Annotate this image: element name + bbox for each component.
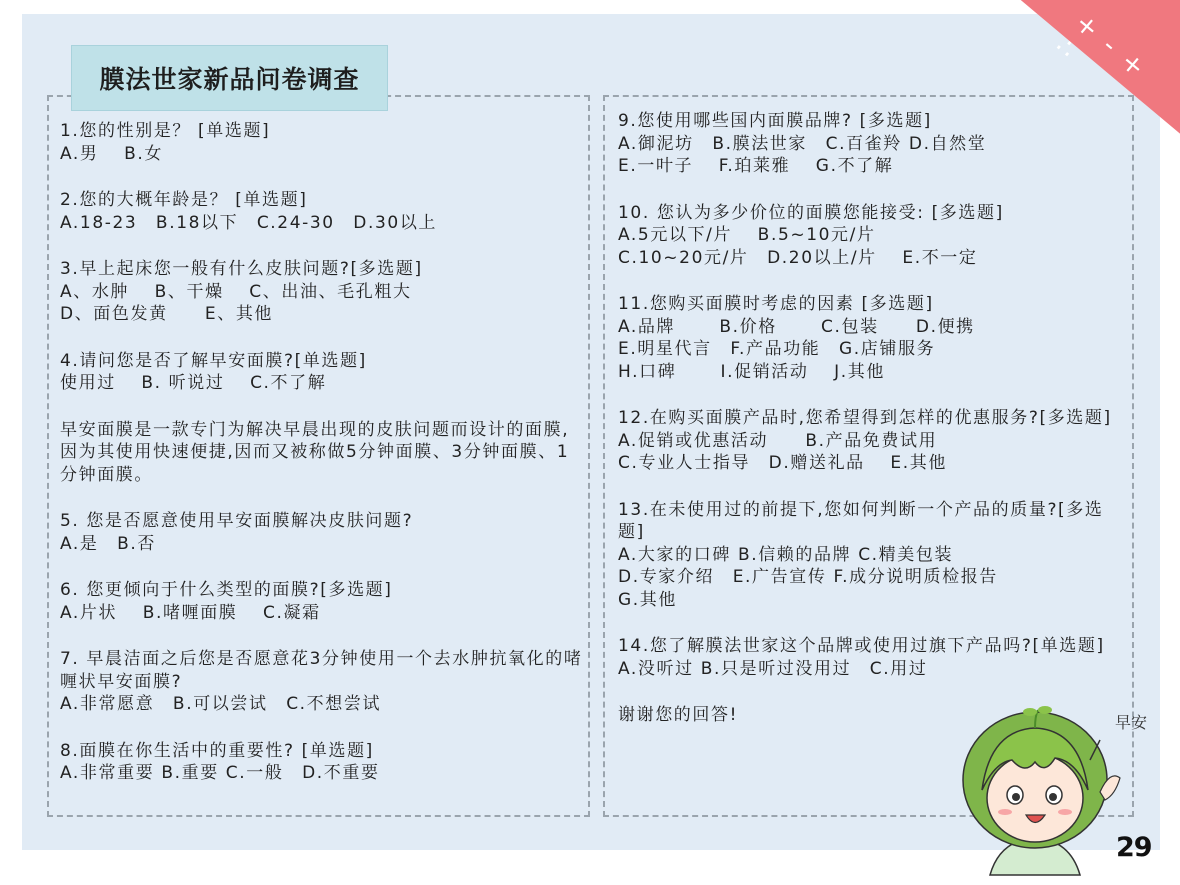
q7-text: 7. 早晨洁面之后您是否愿意花3分钟使用一个去水肿抗氧化的啫喱状早安面膜? bbox=[60, 649, 583, 692]
q13-options-2: D.专家介绍 E.广告宣传 F.成分说明质检报告 bbox=[618, 567, 998, 587]
q5-text: 5. 您是否愿意使用早安面膜解决皮肤问题? bbox=[60, 511, 414, 531]
q9-text: 9.您使用哪些国内面膜品牌? [多选题] bbox=[618, 111, 932, 131]
q4-text: 4.请问您是否了解早安面膜?[单选题] bbox=[60, 350, 367, 371]
title-box bbox=[72, 46, 387, 110]
q12-options-2: C.专业人士指导 D.赠送礼品 E.其他 bbox=[618, 453, 947, 473]
page-title: 膜法世家新品问卷调查 bbox=[99, 65, 360, 94]
q13-options-1: A.大家的口碑 B.信赖的品牌 C.精美包装 bbox=[618, 544, 954, 565]
q3-options-2: D、面色发黄 E、其他 bbox=[60, 304, 274, 324]
q9-options-1: A.御泥坊 B.膜法世家 C.百雀羚 D.自然堂 bbox=[618, 133, 987, 154]
q14-options: A.没听过 B.只是听过没用过 C.用过 bbox=[618, 658, 928, 679]
page-number: 29 bbox=[1116, 832, 1152, 863]
q10-options-2: C.10~20元/片 D.20以上/片 E.不一定 bbox=[618, 247, 978, 268]
q14-text: 14.您了解膜法世家这个品牌或使用过旗下产品吗?[单选题] bbox=[618, 636, 1105, 656]
cartoon-girl-illustration bbox=[950, 700, 1155, 880]
q10-options-1: A.5元以下/片 B.5~10元/片 bbox=[618, 225, 876, 245]
product-intro: 早安面膜是一款专门为解决早晨出现的皮肤问题而设计的面膜,因为其使用快速便捷,因而又被称做5分钟面膜、3分钟面膜、1分钟面膜。 bbox=[60, 419, 570, 485]
q8-text: 8.面膜在你生活中的重要性? [单选题] bbox=[60, 740, 374, 761]
q8-options: A.非常重要 B.重要 C.一般 D.不重要 bbox=[60, 763, 380, 783]
q3-text: 3.早上起床您一般有什么皮肤问题?[多选题] bbox=[60, 259, 423, 279]
q13-options-3: G.其他 bbox=[618, 589, 677, 610]
q11-text: 11.您购买面膜时考虑的因素 [多选题] bbox=[618, 294, 934, 314]
q6-options: A.片状 B.啫喱面膜 C.凝霜 bbox=[60, 602, 321, 623]
q12-text: 12.在购买面膜产品时,您希望得到怎样的优惠服务?[多选题] bbox=[618, 408, 1112, 428]
ribbon-decoration: + - + ∴ bbox=[1049, 8, 1153, 86]
right-column bbox=[618, 110, 1128, 727]
signature-text: 早安 bbox=[1115, 713, 1148, 732]
q9-options-2: E.一叶子 F.珀莱雅 G.不了解 bbox=[618, 156, 894, 176]
left-column bbox=[60, 120, 585, 785]
thank-you-text: 谢谢您的回答! bbox=[618, 705, 739, 725]
q11-options-2: E.明星代言 F.产品功能 G.店铺服务 bbox=[618, 339, 936, 359]
q5-options: A.是 B.否 bbox=[60, 533, 157, 554]
q2-options: A.18-23 B.18以下 C.24-30 D.30以上 bbox=[60, 212, 438, 233]
q1-options: A.男 B.女 bbox=[60, 143, 164, 164]
q10-text: 10. 您认为多少价位的面膜您能接受: [多选题] bbox=[618, 202, 1004, 223]
q7-options: A.非常愿意 B.可以尝试 C.不想尝试 bbox=[60, 694, 382, 714]
q4-options: 使用过 B. 听说过 C.不了解 bbox=[60, 373, 327, 393]
q6-text: 6. 您更倾向于什么类型的面膜?[多选题] bbox=[60, 580, 393, 600]
q3-options-1: A、水肿 B、干燥 C、出油、毛孔粗大 bbox=[60, 281, 412, 302]
q1-text: 1.您的性别是？ [单选题] bbox=[60, 121, 271, 141]
q2-text: 2.您的大概年龄是？ [单选题] bbox=[60, 190, 308, 210]
q12-options-1: A.促销或优惠活动 B.产品免费试用 bbox=[618, 430, 938, 451]
q13-text: 13.在未使用过的前提下,您如何判断一个产品的质量?[多选题] bbox=[618, 499, 1104, 542]
q11-options-3: H.口碑 I.促销活动 J.其他 bbox=[618, 361, 885, 382]
q11-options-1: A.品牌 B.价格 C.包装 D.便携 bbox=[618, 316, 975, 337]
